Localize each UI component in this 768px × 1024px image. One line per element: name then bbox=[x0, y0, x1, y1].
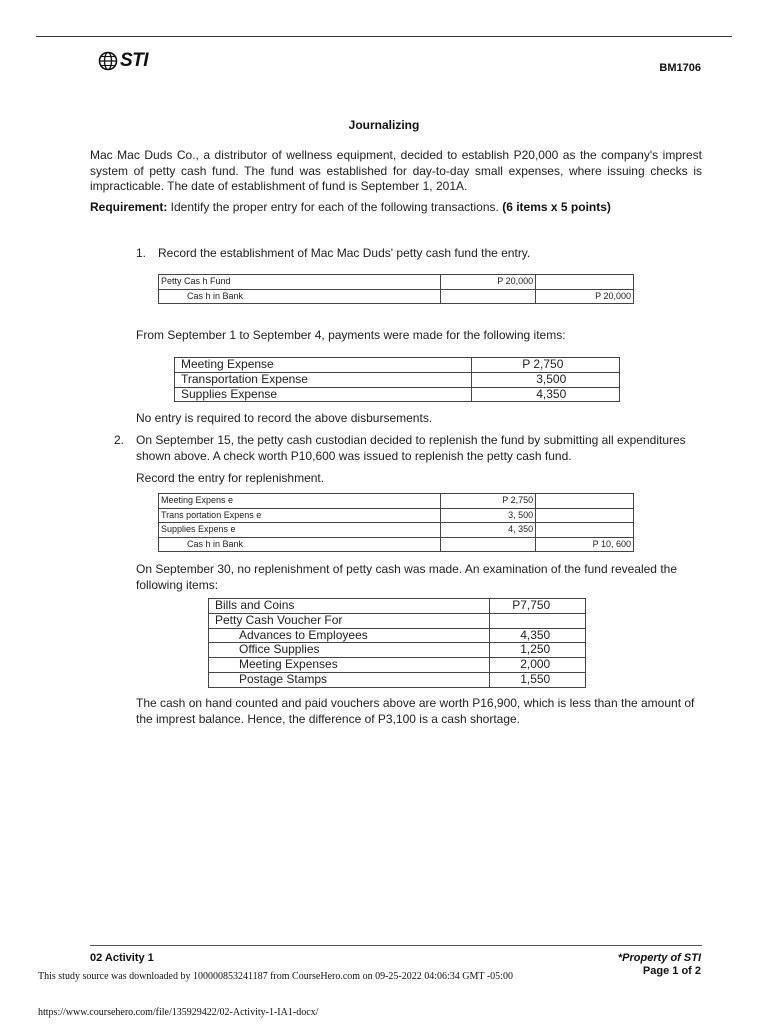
table-row bbox=[209, 658, 586, 673]
table-row bbox=[175, 387, 620, 402]
footer-rule bbox=[90, 945, 702, 946]
credit-cell: P 10, 600 bbox=[536, 537, 634, 552]
logo-text: STI bbox=[120, 50, 149, 71]
table-row bbox=[159, 537, 634, 552]
payments-table bbox=[174, 357, 620, 402]
footer-right bbox=[618, 952, 701, 978]
no-entry-note: No entry is required to record the above disbursements. bbox=[136, 411, 433, 425]
item-cell: Meeting Expenses bbox=[209, 658, 490, 673]
page-number: Page 1 of 2 bbox=[642, 965, 701, 977]
debit-cell: P 20,000 bbox=[441, 275, 536, 290]
amount-cell: 4,350 bbox=[490, 628, 586, 643]
table-row bbox=[159, 508, 634, 523]
table-row bbox=[209, 613, 586, 628]
amount-cell: 1,250 bbox=[490, 643, 586, 658]
debit-cell: P 2,750 bbox=[441, 494, 536, 509]
sti-logo bbox=[98, 50, 148, 72]
credit-cell: P 20,000 bbox=[536, 289, 634, 304]
top-rule bbox=[36, 36, 732, 37]
account-cell: Supplies Expens e bbox=[159, 523, 441, 538]
fund-examination-table bbox=[208, 598, 586, 688]
item-cell: Petty Cash Voucher For bbox=[209, 613, 490, 628]
credit-cell bbox=[536, 494, 634, 509]
item-text: On September 15, the petty cash custodian decided to replenish the fund by submitting all expenditures shown above. A check worth P10,600 was issued to replenish the petty cash fund. bbox=[136, 433, 686, 463]
credit-cell bbox=[536, 275, 634, 290]
globe-icon bbox=[98, 51, 118, 71]
table-row bbox=[159, 494, 634, 509]
item-cell: Advances to Employees bbox=[209, 628, 490, 643]
intro-paragraph: Mac Mac Duds Co., a distributor of wellness equipment, decided to establish P20,000 as the company's imprest system of petty cash fund. The fund was established for day-to-day small expenses, where issuing checks is impracticable. The date of establishment of fund is September 1, 201A. bbox=[90, 148, 702, 193]
item-text: Record the establishment of Mac Mac Duds' petty cash fund the entry. bbox=[158, 246, 531, 260]
table-row bbox=[175, 372, 620, 387]
table-row bbox=[159, 275, 634, 290]
requirement-line bbox=[90, 200, 702, 216]
requirement-text: Identify the proper entry for each of the following transactions. bbox=[167, 200, 503, 214]
amount-cell: 2,000 bbox=[490, 658, 586, 673]
payments-intro: From September 1 to September 4, payments were made for the following items: bbox=[136, 328, 566, 342]
debit-cell bbox=[441, 289, 536, 304]
requirement-label: Requirement: bbox=[90, 200, 168, 214]
credit-cell bbox=[536, 508, 634, 523]
item-cell: Meeting Expense bbox=[175, 358, 472, 373]
account-cell: Cas h in Bank bbox=[159, 537, 441, 552]
replenishment-instruction: Record the entry for replenishment. bbox=[136, 471, 325, 485]
account-cell: Cas h in Bank bbox=[159, 289, 441, 304]
table-row bbox=[159, 289, 634, 304]
item-cell: Bills and Coins bbox=[209, 599, 490, 614]
table-row bbox=[175, 358, 620, 373]
amount-cell: P7,750 bbox=[490, 599, 586, 614]
amount-cell: 4,350 bbox=[472, 387, 620, 402]
account-cell: Meeting Expens e bbox=[159, 494, 441, 509]
document-code: BM1706 bbox=[659, 62, 701, 74]
amount-cell bbox=[490, 613, 586, 628]
source-notice: This study source was downloaded by 100000853241187 from CourseHero.com on 09-25-2022 04:06:34 GMT -05:00 bbox=[38, 971, 513, 982]
item-cell: Supplies Expense bbox=[175, 387, 472, 402]
item-cell: Office Supplies bbox=[209, 643, 490, 658]
requirement-points: (6 items x 5 points) bbox=[502, 200, 611, 214]
debit-cell: 3, 500 bbox=[441, 508, 536, 523]
item-cell: Postage Stamps bbox=[209, 672, 490, 687]
amount-cell: 3,500 bbox=[472, 372, 620, 387]
table-row bbox=[209, 643, 586, 658]
table-row bbox=[159, 523, 634, 538]
amount-cell: 1,550 bbox=[490, 672, 586, 687]
item-number: 1. bbox=[136, 246, 147, 260]
september-30-note: On September 30, no replenishment of petty cash was made. An examination of the fund revealed the following items: bbox=[136, 562, 677, 592]
amount-cell: P 2,750 bbox=[472, 358, 620, 373]
debit-cell: 4, 350 bbox=[441, 523, 536, 538]
account-cell: Trans portation Expens e bbox=[159, 508, 441, 523]
table-row bbox=[209, 628, 586, 643]
debit-cell bbox=[441, 537, 536, 552]
closing-paragraph: The cash on hand counted and paid vouchers above are worth P16,900, which is less than the amount of the imprest balance. Hence, the difference of P3,100 is a cash shortage. bbox=[136, 696, 695, 726]
source-url[interactable]: https://www.coursehero.com/file/135929422/02-Activity-1-IA1-docx/ bbox=[38, 1007, 319, 1018]
footer-activity: 02 Activity 1 bbox=[90, 952, 154, 964]
page-title: Journalizing bbox=[348, 118, 420, 132]
item-cell: Transportation Expense bbox=[175, 372, 472, 387]
item-number: 2. bbox=[114, 433, 125, 447]
credit-cell bbox=[536, 523, 634, 538]
establishment-entry-table bbox=[158, 274, 634, 304]
account-cell: Petty Cas h Fund bbox=[159, 275, 441, 290]
table-row bbox=[209, 599, 586, 614]
table-row bbox=[209, 672, 586, 687]
property-notice: *Property of STI bbox=[617, 952, 701, 964]
replenishment-entry-table bbox=[158, 493, 634, 552]
